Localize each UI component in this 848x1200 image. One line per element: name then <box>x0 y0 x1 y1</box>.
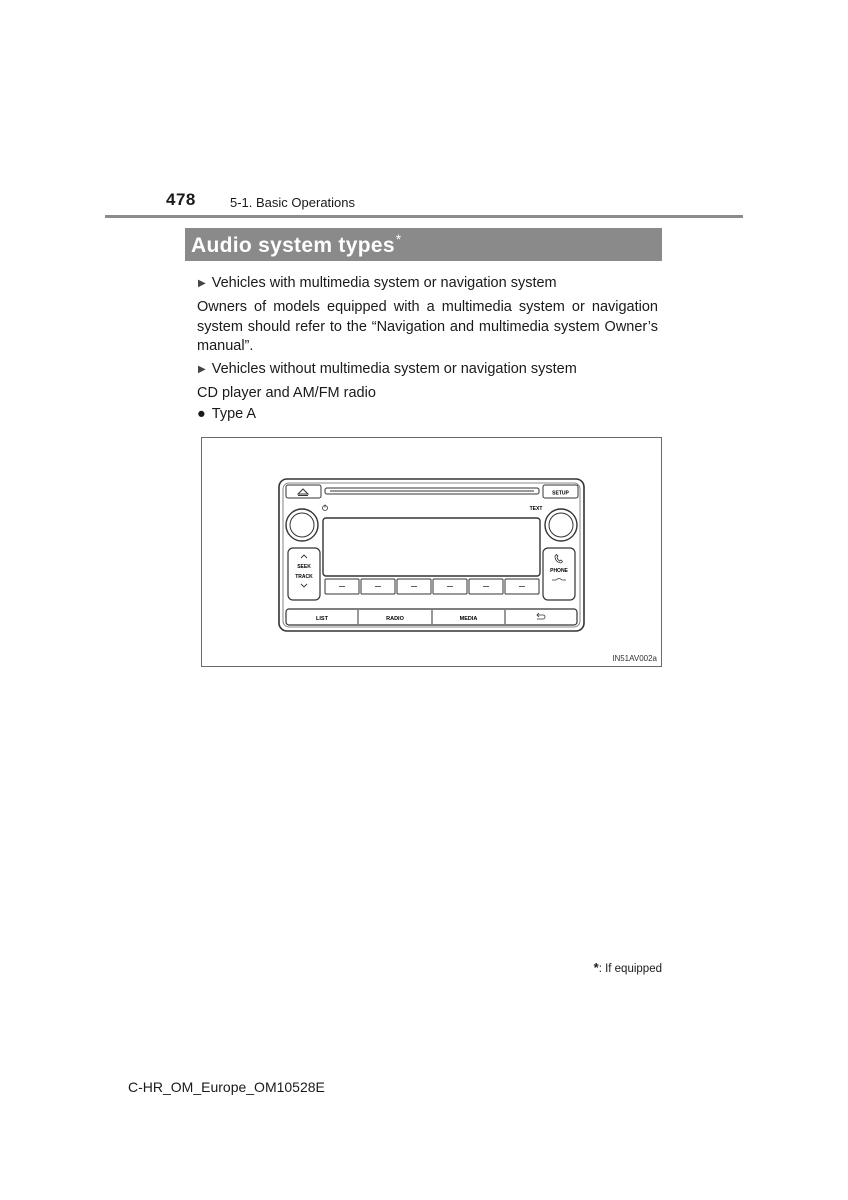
seek-label: SEEK <box>297 564 311 570</box>
vehicles-without-text: Vehicles without multimedia system or navigation system <box>211 361 577 377</box>
page-title-text: Audio system types <box>191 234 395 257</box>
media-button-label: MEDIA <box>459 616 478 622</box>
track-label: TRACK <box>295 574 313 580</box>
document-id: C-HR_OM_Europe_OM10528E <box>128 1079 325 1095</box>
list-button-label: LIST <box>316 616 328 622</box>
display-screen <box>323 518 540 576</box>
section-label: 5-1. Basic Operations <box>230 195 356 210</box>
setup-label: SETUP <box>552 490 569 497</box>
vehicles-with-item <box>198 274 557 294</box>
phone-label: PHONE <box>550 568 568 574</box>
page-number: 478 <box>166 190 196 209</box>
title-bar <box>185 228 662 261</box>
audio-unit-figure <box>201 437 662 667</box>
header-rule <box>105 215 743 218</box>
phone-button <box>543 548 575 600</box>
type-a-item <box>197 405 256 424</box>
text-label: TEXT <box>529 506 543 512</box>
cd-player-heading: CD player and AM/FM radio <box>197 385 376 401</box>
type-a-text: Type A <box>211 406 257 422</box>
eject-button <box>286 485 321 498</box>
triangle-bullet-icon: ▶ <box>198 278 206 289</box>
page-title <box>191 231 402 258</box>
figure-code: IN51AV002a <box>612 654 657 663</box>
tune-knob <box>545 509 577 541</box>
audio-unit-illustration <box>202 438 663 668</box>
footnote-text: : If equipped <box>598 963 662 975</box>
footnote-marker: * <box>593 960 599 975</box>
radio-button-label: RADIO <box>386 616 404 622</box>
circle-bullet-icon: ● <box>197 406 206 422</box>
footnote <box>594 960 662 975</box>
title-marker: * <box>395 231 402 247</box>
vehicles-with-text: Vehicles with multimedia system or navigation system <box>211 275 557 291</box>
volume-knob <box>286 509 318 541</box>
triangle-bullet-icon: ▶ <box>198 364 206 375</box>
vehicles-without-item <box>198 360 577 380</box>
owners-note: Owners of models equipped with a multimedia system or navigation system should refer to the “Navigation and multimedia system Owner’s manual”. <box>197 299 658 354</box>
